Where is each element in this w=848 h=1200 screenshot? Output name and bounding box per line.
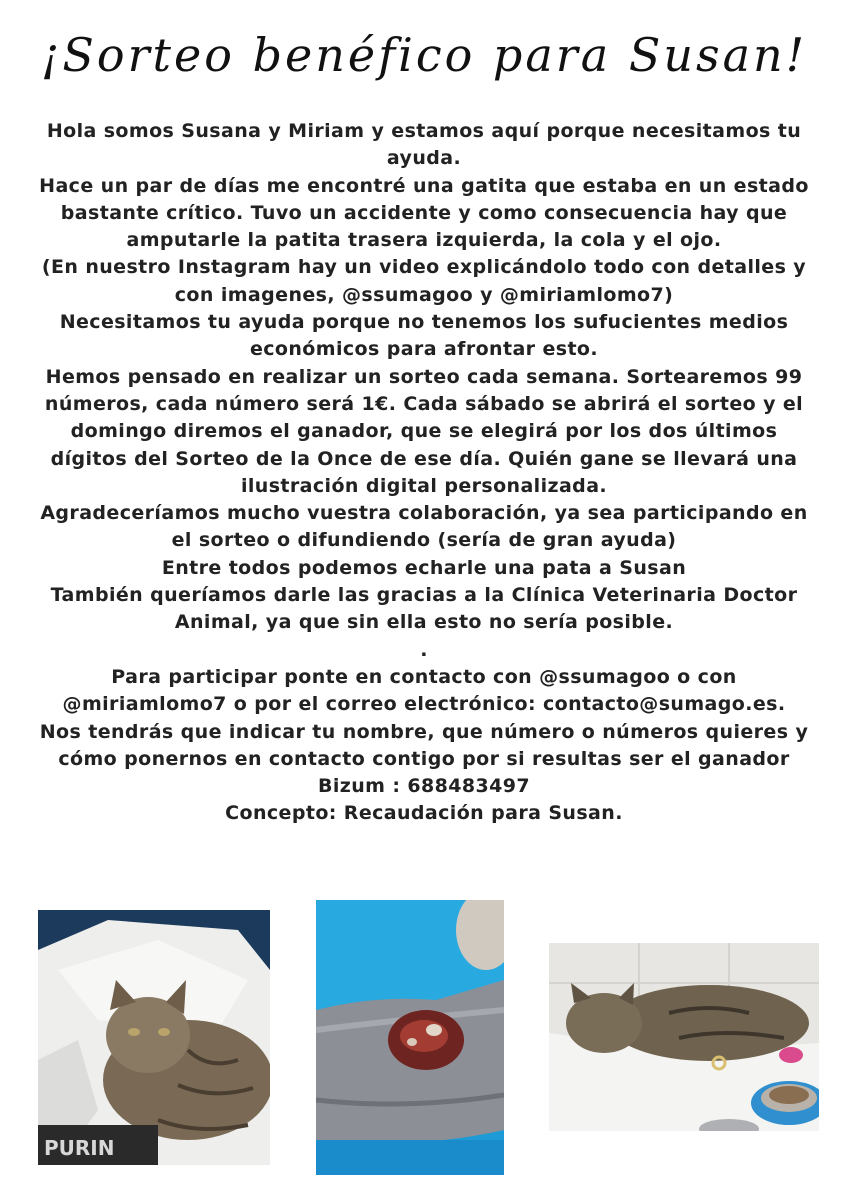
bag-label: PURIN: [44, 1136, 115, 1160]
body-text: [30, 118, 818, 828]
page-title: ¡Sorteo benéfico para Susan!: [40, 28, 808, 82]
paragraph-instagram: (En nuestro Instagram hay un video explicándolo todo con detalles y con imagenes, @ssumagoo y @miriamlomo7): [41, 256, 807, 306]
paragraph-bizum: Bizum : 688483497: [318, 775, 530, 798]
cat-photo-clinic: [549, 943, 819, 1131]
paragraph-story: Hace un par de días me encontré una gatita que estaba en un estado bastante crítico. Tuvo un accidente y como consecuencia hay que amputarle la patita trasera izquierda, la cola y el ojo.: [39, 174, 809, 252]
paragraph-need: Necesitamos tu ayuda porque no tenemos los sufucientes medios económicos para afrontar esto.: [59, 311, 789, 361]
cat-wound-photo: [316, 900, 504, 1175]
paragraph-intro: Hola somos Susana y Miriam y estamos aquí porque necesitamos tu ayuda.: [46, 120, 802, 170]
paragraph-concept: Concepto: Recaudación para Susan.: [225, 802, 623, 825]
paragraph-thanks-collab: Agradeceríamos mucho vuestra colaboración, ya sea participando en el sorteo o difundiendo (sería de gran ayuda): [40, 502, 808, 552]
paragraph-instructions: Nos tendrás que indicar tu nombre, que número o números quieres y cómo ponernos en contacto contigo por si resultas ser el ganador: [39, 720, 809, 770]
cat-photo-carrier: [38, 910, 270, 1165]
paragraph-contact: Para participar ponte en contacto con @ssumagoo o con @miriamlomo7 o por el correo electrónico: contacto@sumago.es.: [62, 665, 786, 716]
paragraph-raffle: Hemos pensado en realizar un sorteo cada semana. Sortearemos 99 números, cada número será 1€. Cada sábado se abrirá el sorteo y el domingo diremos el ganador, que se elegirá por los dos últimos dígitos del Sorteo de la Once de ese día. Quién gane se llevará una ilustración digital personalizada.: [44, 365, 804, 497]
paragraph-clinic: También queríamos darle las gracias a la Clínica Veterinaria Doctor Animal, ya que sin ella esto no sería posible.: [50, 584, 798, 634]
paragraph-paw: Entre todos podemos echarle una pata a Susan: [161, 556, 687, 579]
paragraph-dot: .: [420, 638, 428, 661]
